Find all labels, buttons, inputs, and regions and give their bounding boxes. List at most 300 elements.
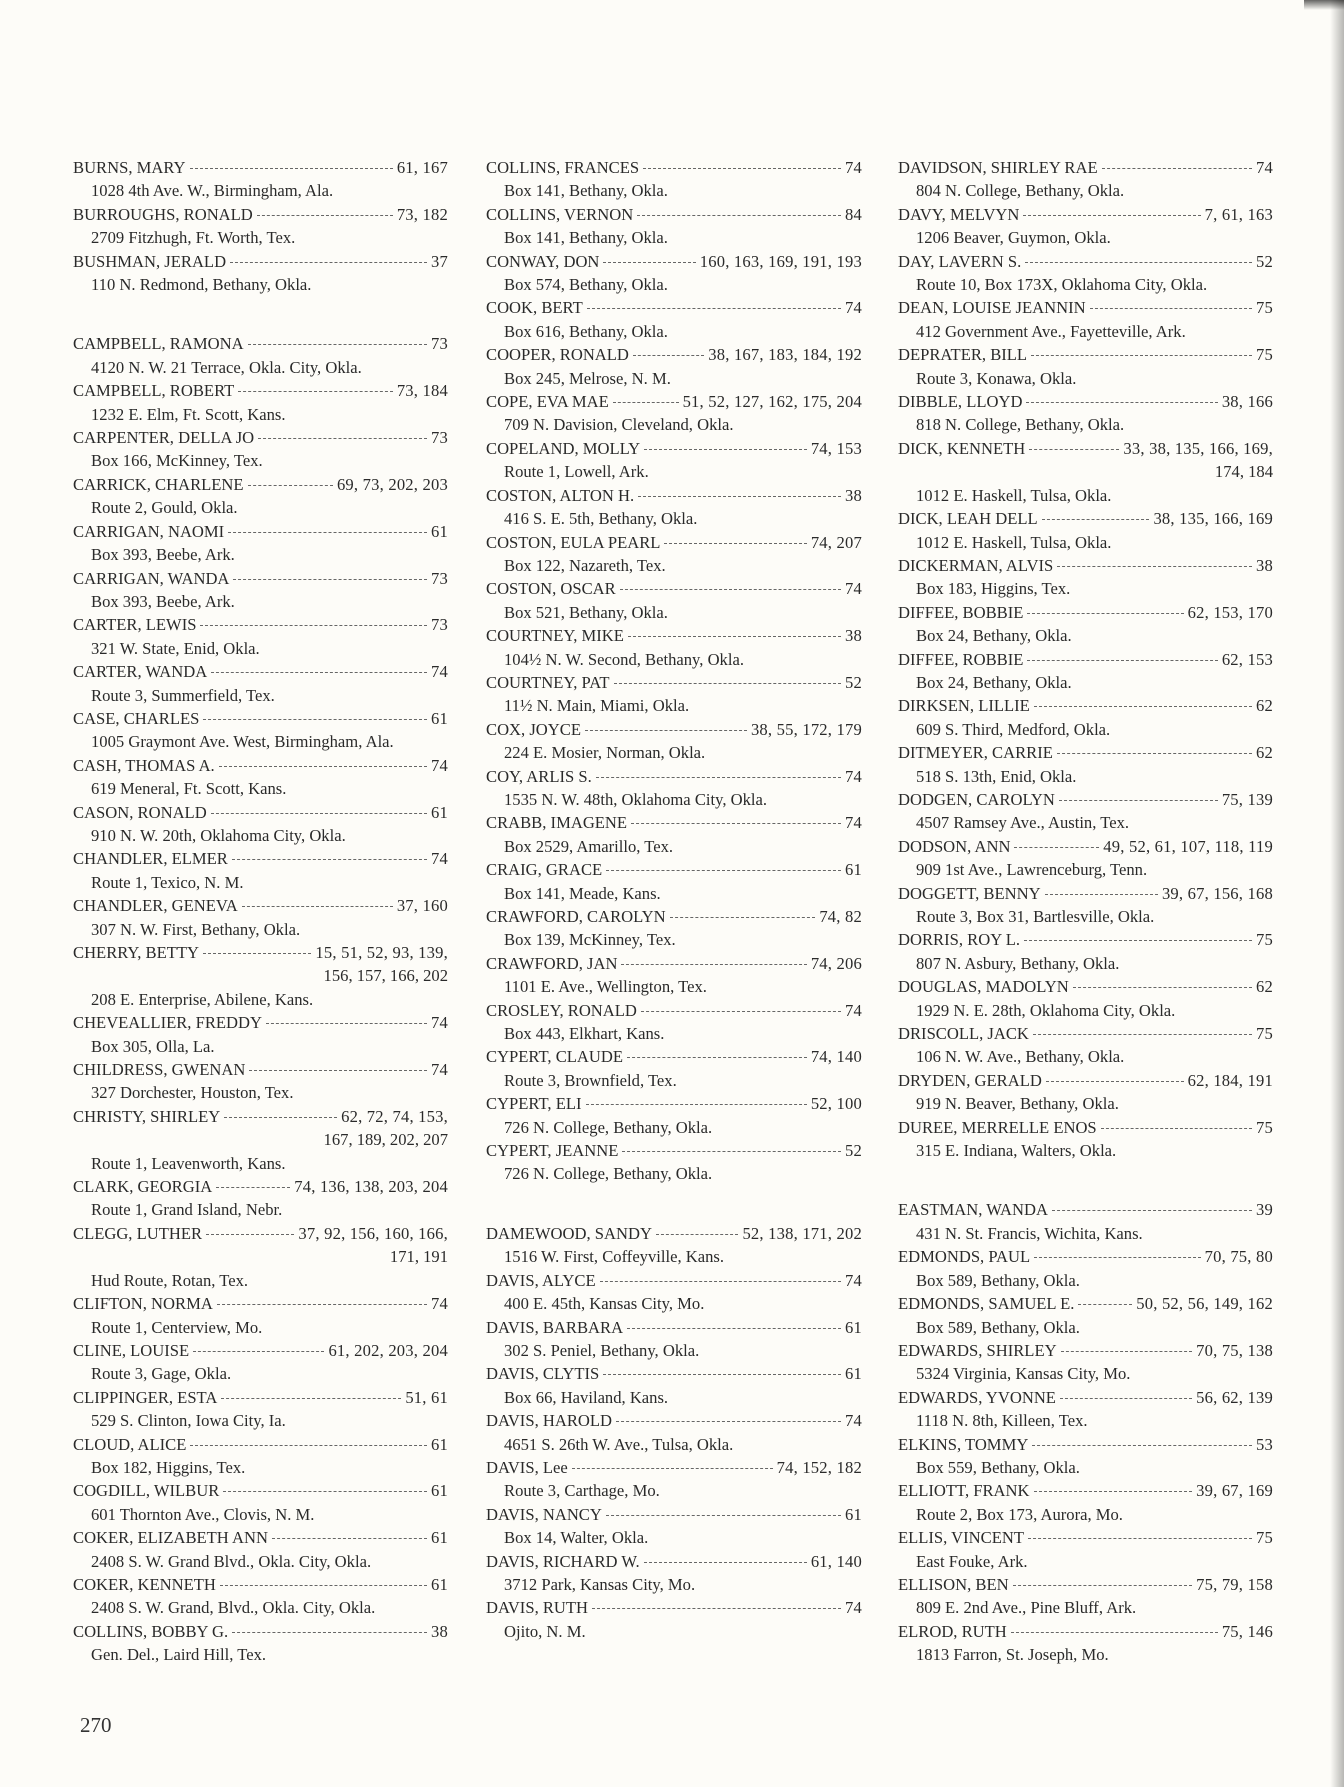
entry-name-line <box>898 1573 1273 1596</box>
entry-address: Box 66, Haviland, Kans. <box>504 1387 669 1407</box>
entry-name: COGDILL, WILBUR <box>73 1481 220 1501</box>
directory-entry <box>73 660 448 707</box>
entry-name-line <box>486 1269 862 1292</box>
entry-name: CARPENTER, DELLA JO <box>73 428 255 448</box>
entry-pages: 62 <box>1256 743 1273 763</box>
leader-dashes <box>232 859 427 860</box>
entry-name: CAMPBELL, RAMONA <box>73 334 244 354</box>
entry-name: DAVIS, RICHARD W. <box>486 1551 640 1571</box>
leader-dashes <box>230 262 427 263</box>
entry-address: Box 183, Higgins, Tex. <box>916 579 1071 599</box>
leader-dashes <box>627 1057 807 1058</box>
directory-entry <box>486 437 862 484</box>
leader-dashes <box>219 766 427 767</box>
entry-name: DAMEWOOD, SANDY <box>486 1223 652 1243</box>
entry-address: Box 443, Elkhart, Kans. <box>504 1024 665 1044</box>
entry-pages: 52, 138, 171, 202 <box>742 1223 862 1243</box>
directory-entry <box>486 250 862 297</box>
directory-entry <box>73 1011 448 1058</box>
entry-address: 1535 N. W. 48th, Oklahoma City, Okla. <box>504 789 768 809</box>
leader-dashes <box>1013 1585 1193 1586</box>
entry-pages: 50, 52, 56, 149, 162 <box>1136 1294 1273 1314</box>
entry-address: Route 3, Brownfield, Tex. <box>504 1070 677 1090</box>
directory-entry <box>486 1269 862 1316</box>
letter-section-gap <box>73 296 448 332</box>
directory-entry <box>486 1550 862 1597</box>
directory-entry <box>486 1362 862 1409</box>
leader-dashes <box>586 1104 807 1105</box>
directory-entry <box>898 390 1273 437</box>
entry-name: DIFFEE, BOBBIE <box>898 602 1024 622</box>
directory-column-1 <box>73 156 448 1667</box>
directory-column-3 <box>898 156 1273 1667</box>
entry-name-line <box>898 390 1273 413</box>
directory-entry <box>898 1069 1273 1116</box>
leader-dashes <box>248 344 427 345</box>
entry-address: 412 Government Ave., Fayetteville, Ark. <box>916 321 1186 341</box>
leader-dashes <box>257 215 393 216</box>
entry-pages: 52 <box>1256 251 1273 271</box>
entry-name: CHRISTY, SHIRLEY <box>73 1106 221 1126</box>
entry-name-line <box>486 1550 862 1573</box>
entry-pages: 74, 206 <box>810 953 862 973</box>
leader-dashes <box>221 1398 401 1399</box>
entry-name-line <box>73 754 448 777</box>
leader-dashes <box>1029 449 1119 450</box>
entry-name-line <box>486 718 862 741</box>
directory-entry <box>486 999 862 1046</box>
entry-name: CONWAY, DON <box>486 251 600 271</box>
entry-pages: 74 <box>845 1000 862 1020</box>
entry-name-line <box>73 156 448 179</box>
entry-address: 431 N. St. Francis, Wichita, Kans. <box>916 1223 1143 1243</box>
entry-pages: 73 <box>431 334 448 354</box>
entry-name-line <box>73 203 448 226</box>
entry-pages: 74, 82 <box>819 907 862 926</box>
leader-dashes <box>190 168 393 169</box>
entry-address: Box 521, Bethany, Okla. <box>504 602 668 622</box>
leader-dashes <box>203 719 427 720</box>
entry-name-line <box>73 426 448 449</box>
entry-pages: 75 <box>1256 298 1273 318</box>
entry-name: COX, JOYCE <box>486 719 581 739</box>
entry-name: COSTON, OSCAR <box>486 579 616 599</box>
entry-name-line <box>898 507 1273 530</box>
directory-entry <box>898 554 1273 601</box>
entry-address: Box 616, Bethany, Okla. <box>504 321 668 341</box>
leader-dashes <box>211 672 427 673</box>
leader-dashes <box>258 438 427 439</box>
entry-name: DAVIS, CLYTIS <box>486 1364 600 1384</box>
directory-entry <box>486 1596 862 1643</box>
directory-entry <box>73 1433 448 1480</box>
entry-address: 1118 N. 8th, Killeen, Tex. <box>916 1411 1088 1431</box>
entry-address: Box 305, Olla, La. <box>91 1036 215 1056</box>
entry-name-line <box>898 1339 1273 1362</box>
entry-address: 321 W. State, Enid, Okla. <box>91 638 260 658</box>
entry-name-line <box>73 941 448 964</box>
entry-address: 104½ N. W. Second, Bethany, Okla. <box>504 649 744 669</box>
entry-name-line <box>73 847 448 870</box>
entry-pages: 51, 52, 127, 162, 175, 204 <box>682 392 862 412</box>
directory-entry <box>486 296 862 343</box>
entry-address: Box 393, Beebe, Ark. <box>91 591 235 611</box>
directory-entry <box>73 379 448 426</box>
leader-dashes <box>572 1468 773 1469</box>
directory-entry <box>73 1479 448 1526</box>
entry-address: Box 122, Nazareth, Tex. <box>504 555 666 575</box>
leader-dashes <box>1011 1632 1218 1633</box>
entry-name-line <box>73 379 448 402</box>
entry-pages: 73, 182 <box>396 204 448 224</box>
leader-dashes <box>621 964 806 965</box>
entry-pages: 61 <box>845 1504 862 1524</box>
entry-name: COKER, ELIZABETH ANN <box>73 1528 268 1548</box>
entry-pages: 38 <box>431 1621 448 1641</box>
entry-pages: 75, 146 <box>1221 1621 1273 1641</box>
entry-pages: 75, 139 <box>1221 789 1273 809</box>
leader-dashes <box>1033 1034 1252 1035</box>
leader-dashes <box>1057 753 1252 754</box>
leader-dashes <box>600 1281 841 1282</box>
entry-pages: 74 <box>431 1060 448 1080</box>
entry-pages: 7, 61, 163 <box>1204 204 1273 224</box>
entry-pages: 70, 75, 138 <box>1196 1340 1273 1360</box>
entry-address: Box 245, Melrose, N. M. <box>504 368 671 388</box>
directory-entry <box>486 531 862 578</box>
entry-name-line <box>486 952 862 975</box>
entry-address: East Fouke, Ark. <box>916 1551 1028 1571</box>
entry-pages: 84 <box>845 204 862 224</box>
entry-pages: 61 <box>845 1364 862 1384</box>
entry-pages: 74 <box>845 298 862 318</box>
entry-pages: 61 <box>431 1574 448 1594</box>
entry-address: Box 393, Beebe, Ark. <box>91 545 235 565</box>
leader-dashes <box>1034 1491 1193 1492</box>
entry-name-line <box>486 1139 862 1162</box>
leader-dashes <box>603 262 695 263</box>
entry-name-line <box>486 1503 862 1526</box>
entry-name-line <box>486 1316 862 1339</box>
entry-pages: 74 <box>431 755 448 775</box>
entry-pages-continued: 156, 157, 166, 202 <box>323 966 448 986</box>
leader-dashes <box>1026 402 1217 403</box>
leader-dashes <box>1046 1081 1184 1082</box>
leader-dashes <box>1052 1210 1252 1211</box>
directory-entry <box>898 1479 1273 1526</box>
directory-entry <box>73 1175 448 1222</box>
entry-name-line <box>898 554 1273 577</box>
entry-pages: 61, 202, 203, 204 <box>328 1340 448 1360</box>
leader-dashes <box>637 215 841 216</box>
entry-address: Box 589, Bethany, Okla. <box>916 1317 1080 1337</box>
entry-address: 709 N. Davision, Cleveland, Okla. <box>504 415 734 435</box>
entry-name: EDWARDS, SHIRLEY <box>898 1340 1057 1360</box>
entry-name-line <box>898 882 1273 905</box>
leader-dashes <box>1059 800 1218 801</box>
letter-section-gap <box>486 1186 862 1222</box>
entry-address: 726 N. College, Bethany, Okla. <box>504 1164 713 1184</box>
leader-dashes <box>203 953 311 954</box>
leader-dashes <box>193 1351 324 1352</box>
entry-pages: 53 <box>1256 1434 1273 1454</box>
entry-address: 327 Dorchester, Houston, Tex. <box>91 1083 294 1103</box>
entry-name: DORRIS, ROY L. <box>898 930 1021 950</box>
entry-name-line <box>486 203 862 226</box>
leader-dashes <box>606 870 841 871</box>
leader-dashes <box>644 1562 807 1563</box>
entry-name-line <box>898 1526 1273 1549</box>
entry-address: 4120 N. W. 21 Terrace, Okla. City, Okla. <box>91 357 362 377</box>
entry-name: COLLINS, VERNON <box>486 204 634 224</box>
entry-name-line <box>898 1386 1273 1409</box>
entry-name: ELLISON, BEN <box>898 1574 1009 1594</box>
leader-dashes <box>190 1445 427 1446</box>
entry-name-line <box>73 567 448 590</box>
entry-name-line <box>898 1245 1273 1268</box>
entry-address: 1101 E. Ave., Wellington, Tex. <box>504 977 707 997</box>
entry-name-line <box>73 520 448 543</box>
entry-name-line <box>486 811 862 834</box>
entry-name: DRYDEN, GERALD <box>898 1070 1042 1090</box>
entry-name: DAVIS, RUTH <box>486 1598 589 1618</box>
leader-dashes <box>628 636 841 637</box>
leader-dashes <box>211 813 427 814</box>
entry-name-line <box>73 1479 448 1502</box>
entry-name-line <box>898 1292 1273 1315</box>
leader-dashes <box>670 917 816 918</box>
directory-entry <box>486 765 862 812</box>
entry-name: DODGEN, CAROLYN <box>898 789 1055 809</box>
leader-dashes <box>200 625 427 626</box>
leader-dashes <box>643 168 841 169</box>
entry-pages: 38 <box>845 626 862 646</box>
entry-name: CASE, CHARLES <box>73 708 200 728</box>
entry-name-line <box>898 1116 1273 1139</box>
entry-name-line <box>486 1045 862 1068</box>
entry-pages: 74, 207 <box>810 532 862 552</box>
entry-name: CRAIG, GRACE <box>486 860 603 880</box>
entry-name: DODSON, ANN <box>898 836 1011 856</box>
leader-dashes <box>592 1608 841 1609</box>
leader-dashes <box>1060 1398 1192 1399</box>
entry-name-line <box>486 531 862 554</box>
entry-name-line <box>73 613 448 636</box>
entry-address: Box 2529, Amarillo, Tex. <box>504 836 674 856</box>
entry-pages: 61 <box>845 860 862 880</box>
entry-name: CARRICK, CHARLENE <box>73 474 244 494</box>
entry-pages: 61 <box>431 1481 448 1501</box>
entry-pages: 62 <box>1256 977 1273 997</box>
entry-address: Box 559, Bethany, Okla. <box>916 1457 1080 1477</box>
directory-entry <box>898 741 1273 788</box>
directory-entry <box>486 1139 862 1186</box>
entry-pages: 73 <box>431 568 448 588</box>
entry-address: Ojito, N. M. <box>504 1621 586 1641</box>
entry-name-line <box>73 1386 448 1409</box>
directory-entry <box>898 835 1273 882</box>
entry-name: CARRIGAN, WANDA <box>73 568 230 588</box>
entry-name: COY, ARLIS S. <box>486 766 592 786</box>
entry-name: EDWARDS, YVONNE <box>898 1387 1056 1407</box>
leader-dashes <box>614 683 842 684</box>
leader-dashes <box>1042 519 1150 520</box>
leader-dashes <box>1024 940 1252 941</box>
leader-dashes <box>232 1632 427 1633</box>
leader-dashes <box>1057 566 1252 567</box>
entry-name-line <box>486 343 862 366</box>
entry-name: CARTER, LEWIS <box>73 615 197 635</box>
entry-name-line <box>898 1433 1273 1456</box>
entry-pages: 62, 153, 170 <box>1187 602 1273 622</box>
entry-name: DAVIS, HAROLD <box>486 1411 612 1431</box>
entry-pages: 70, 75, 80 <box>1204 1247 1273 1267</box>
entry-pages: 62, 153 <box>1221 649 1273 669</box>
entry-name: COPELAND, MOLLY <box>486 438 641 458</box>
entry-name-line <box>486 671 862 694</box>
entry-name-line <box>898 741 1273 764</box>
entry-pages: 160, 163, 169, 191, 193 <box>699 251 862 271</box>
entry-name-line <box>486 437 862 460</box>
entry-name: DEAN, LOUISE JEANNIN <box>898 298 1086 318</box>
entry-address: 106 N. W. Ave., Bethany, Okla. <box>916 1047 1125 1067</box>
leader-dashes <box>1031 355 1252 356</box>
entry-address: Route 10, Box 173X, Oklahoma City, Okla. <box>916 275 1208 295</box>
entry-pages: 75, 79, 158 <box>1196 1574 1273 1594</box>
entry-name-line <box>898 788 1273 811</box>
directory-entry <box>898 296 1273 343</box>
entry-name: CRAWFORD, CAROLYN <box>486 907 666 926</box>
entry-name: CASON, RONALD <box>73 802 207 822</box>
directory-entry <box>486 718 862 765</box>
entry-pages-continued: 167, 189, 202, 207 <box>323 1130 448 1150</box>
entry-address: Route 3, Carthage, Mo. <box>504 1481 660 1501</box>
entry-name-line <box>73 1222 448 1245</box>
entry-address: 609 S. Third, Medford, Okla. <box>916 719 1111 739</box>
leader-dashes <box>228 532 427 533</box>
entry-pages: 62 <box>1256 696 1273 716</box>
entry-address: Route 3, Summerfield, Tex. <box>91 685 275 705</box>
directory-entry <box>486 624 862 671</box>
entry-name: DICKERMAN, ALVIS <box>898 555 1054 575</box>
entry-pages: 61, 167 <box>396 158 448 177</box>
entry-name-line <box>73 1573 448 1596</box>
entry-address: 4651 S. 26th W. Ave., Tulsa, Okla. <box>504 1434 734 1454</box>
entry-address: Box 141, Bethany, Okla. <box>504 181 668 201</box>
entry-address: 919 N. Beaver, Bethany, Okla. <box>916 1094 1119 1114</box>
entry-pages: 74, 152, 182 <box>776 1457 862 1477</box>
entry-name-line <box>486 390 862 413</box>
leader-dashes <box>233 579 427 580</box>
directory-entry <box>898 975 1273 1022</box>
entry-pages: 69, 73, 202, 203 <box>336 474 448 494</box>
leader-dashes <box>585 730 747 731</box>
entry-name-line <box>486 484 862 507</box>
leader-dashes <box>631 823 841 824</box>
entry-address: 619 Meneral, Ft. Scott, Kans. <box>91 779 287 799</box>
entry-name: CLARK, GEORGIA <box>73 1177 213 1197</box>
entry-pages: 74 <box>1256 158 1273 177</box>
entry-pages: 75 <box>1256 1528 1273 1548</box>
entry-name-line <box>486 905 862 928</box>
entry-pages: 74 <box>845 1270 862 1290</box>
directory-entry <box>898 648 1273 695</box>
entry-name-line <box>73 1433 448 1456</box>
entry-name-line <box>898 975 1273 998</box>
directory-entry <box>898 437 1273 507</box>
entry-pages: 74 <box>845 158 862 177</box>
entry-address: 5324 Virginia, Kansas City, Mo. <box>916 1364 1131 1384</box>
entry-address: 1206 Beaver, Guymon, Okla. <box>916 228 1111 248</box>
entry-name-line <box>73 1011 448 1034</box>
entry-address: 3712 Park, Kansas City, Mo. <box>504 1574 696 1594</box>
entry-address: 1813 Farron, St. Joseph, Mo. <box>916 1645 1109 1665</box>
entry-name-line <box>898 296 1273 319</box>
entry-pages: 39, 67, 169 <box>1196 1481 1273 1501</box>
directory-entry <box>898 1245 1273 1292</box>
directory-entry <box>73 1058 448 1105</box>
entry-address: 1028 4th Ave. W., Birmingham, Ala. <box>91 181 334 201</box>
entry-name-line <box>486 296 862 319</box>
entry-pages: 51, 61 <box>405 1387 448 1407</box>
leader-dashes <box>238 391 393 392</box>
entry-name: COPE, EVA MAE <box>486 392 609 412</box>
entry-name-line <box>73 332 448 355</box>
entry-address: 809 E. 2nd Ave., Pine Bluff, Ark. <box>916 1598 1137 1618</box>
entry-address: Route 2, Box 173, Aurora, Mo. <box>916 1504 1123 1524</box>
leader-dashes <box>1101 1128 1252 1129</box>
entry-address: 208 E. Enterprise, Abilene, Kans. <box>91 989 314 1009</box>
directory-entry <box>486 952 862 999</box>
entry-name-line <box>486 765 862 788</box>
entry-pages: 74, 136, 138, 203, 204 <box>294 1177 448 1197</box>
entry-name-line <box>73 801 448 824</box>
entry-pages: 52, 100 <box>810 1094 862 1114</box>
entry-address: Route 3, Box 31, Bartlesville, Okla. <box>916 907 1155 926</box>
directory-entry <box>486 858 862 905</box>
entry-name: DAVIS, NANCY <box>486 1504 602 1524</box>
directory-entry <box>486 811 862 858</box>
entry-name-line <box>898 156 1273 179</box>
directory-entry <box>73 1105 448 1175</box>
entry-name-line <box>898 1022 1273 1045</box>
entry-name-line <box>898 601 1273 624</box>
page-corner-shadow <box>1304 0 1344 10</box>
entry-pages: 75 <box>1256 1024 1273 1044</box>
entry-name: CLOUD, ALICE <box>73 1434 187 1454</box>
entry-name: ELLIS, VINCENT <box>898 1528 1024 1548</box>
entry-name-line <box>73 660 448 683</box>
entry-name-line <box>486 858 862 881</box>
leader-dashes <box>606 1515 841 1516</box>
entry-name: COLLINS, FRANCES <box>486 158 640 177</box>
entry-name-line <box>898 1069 1273 1092</box>
directory-entry <box>486 390 862 437</box>
leader-dashes <box>1061 1351 1193 1352</box>
entry-name: BURROUGHS, RONALD <box>73 204 253 224</box>
entry-pages: 73 <box>431 428 448 448</box>
entry-name: DAVIS, Lee <box>486 1457 568 1477</box>
entry-address: Hud Route, Rotan, Tex. <box>91 1270 249 1290</box>
directory-entry <box>898 882 1273 929</box>
directory-entry <box>73 250 448 297</box>
entry-address: 804 N. College, Bethany, Okla. <box>916 181 1125 201</box>
entry-name-line <box>486 624 862 647</box>
entry-address: 302 S. Peniel, Bethany, Okla. <box>504 1340 700 1360</box>
entry-pages: 38 <box>845 485 862 505</box>
entry-name: CHANDLER, GENEVA <box>73 896 238 916</box>
entry-name-line <box>73 473 448 496</box>
